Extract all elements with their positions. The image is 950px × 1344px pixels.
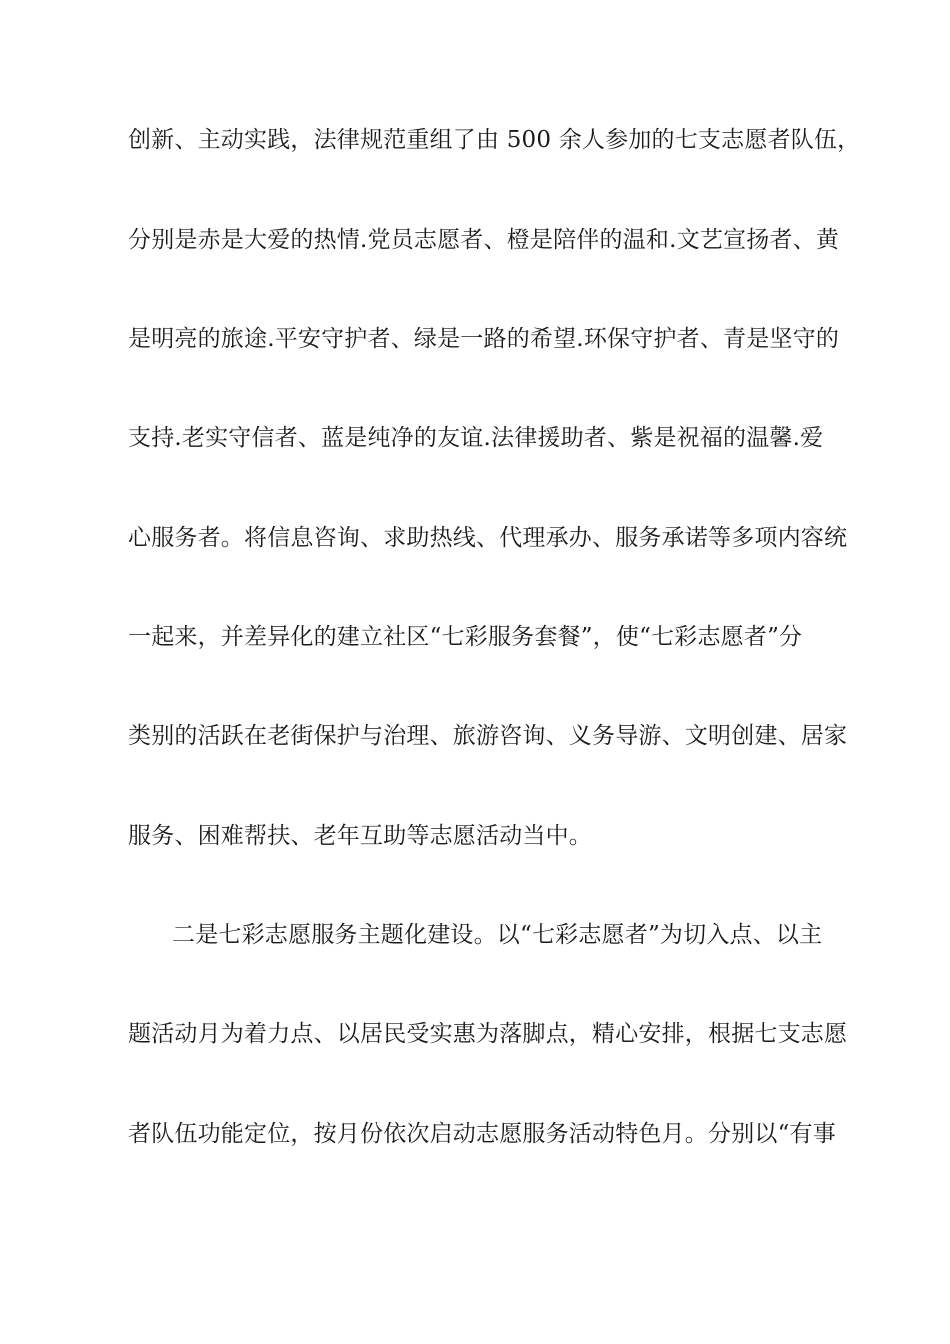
- text-line: 是明亮的旅途.平安守护者、绿是一路的希望.环保守护者、青是坚守的: [128, 326, 840, 352]
- text-line: 创新、主动实践，法律规范重组了由 500 余人参加的七支志愿者队伍，: [128, 127, 861, 153]
- text-line: 一起来，并差异化的建立社区“七彩服务套餐”，使“七彩志愿者”分: [128, 624, 803, 650]
- text-line: 者队伍功能定位，按月份依次启动志愿服务活动特色月。分别以“有事: [128, 1121, 836, 1147]
- text-line: 分别是赤是大爱的热情.党员志愿者、橙是陪伴的温和.文艺宣扬者、黄: [128, 227, 840, 253]
- text-line: 服务、困难帮扶、老年互助等志愿活动当中。: [128, 823, 592, 849]
- text-line: 支持.老实守信者、蓝是纯净的友谊.法律援助者、紫是祝福的温馨.爱: [128, 425, 824, 451]
- text-line: 类别的活跃在老街保护与治理、旅游咨询、义务导游、文明创建、居家: [128, 723, 848, 749]
- text-line: 二是七彩志愿服务主题化建设。以“七彩志愿者”为切入点、以主: [172, 922, 823, 948]
- text-line: 心服务者。将信息咨询、求助热线、代理承办、服务承诺等多项内容统: [128, 525, 848, 551]
- text-line: 题活动月为着力点、以居民受实惠为落脚点，精心安排，根据七支志愿: [128, 1021, 848, 1047]
